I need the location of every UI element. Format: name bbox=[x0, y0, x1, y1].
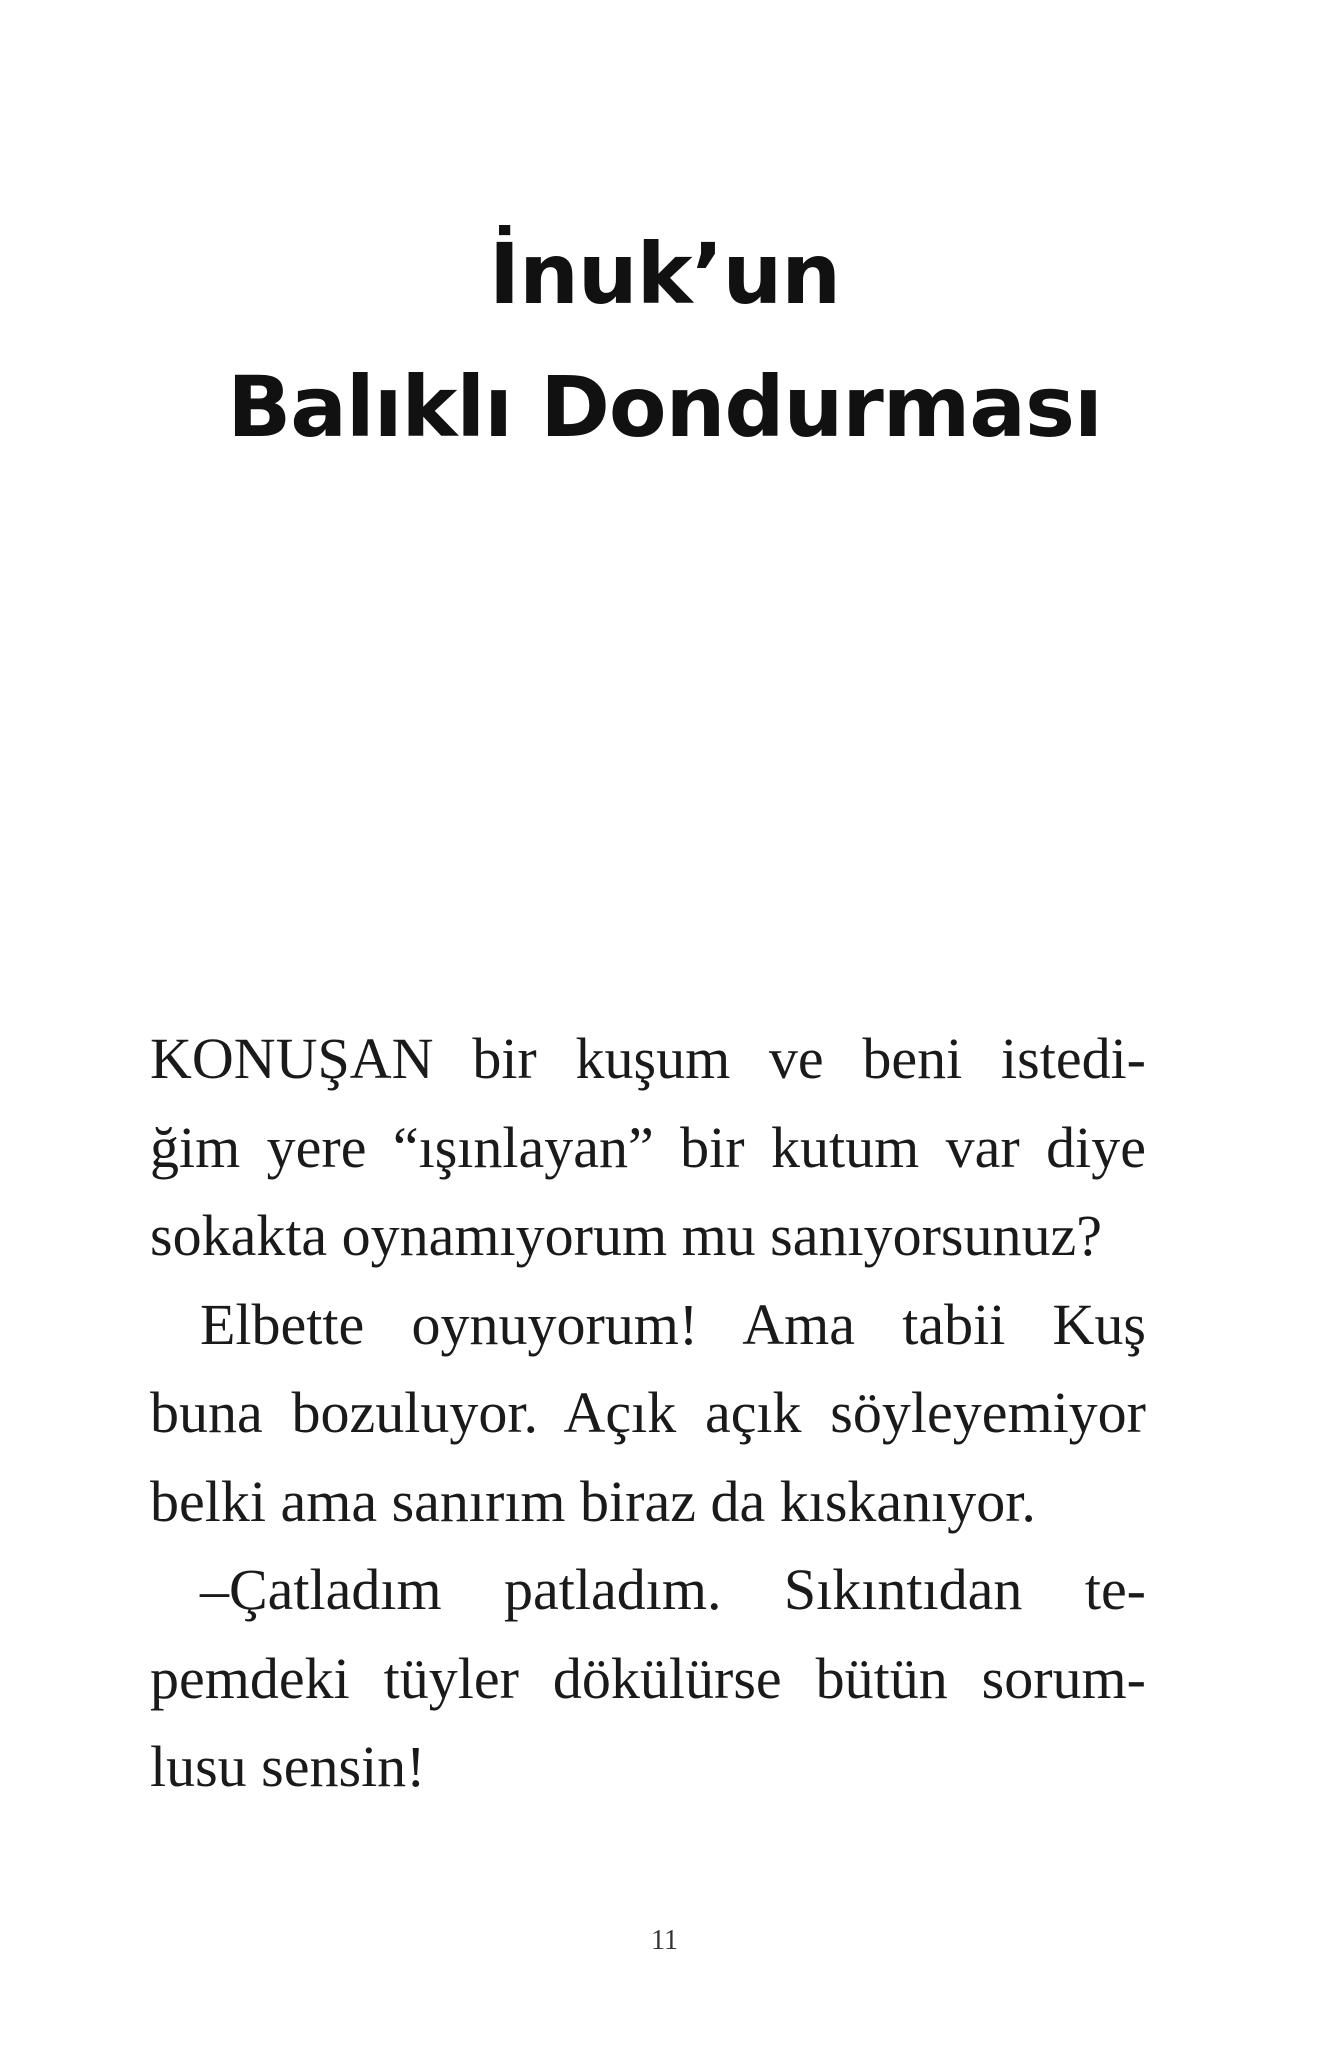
body-line-6: belki ama sanırım biraz da kıskanıyor. bbox=[150, 1468, 1036, 1534]
body-line-9: lusu sensin! bbox=[150, 1734, 426, 1799]
chapter-title-line-1: İnuk’un bbox=[488, 225, 841, 323]
body-line-7: –Çatladım patladım. Sıkıntıdan te- bbox=[200, 1557, 1146, 1622]
body-line-8: pemdeki tüyler dökülürse bütün sorum- bbox=[150, 1645, 1146, 1711]
body-line-1: KONUŞAN bir kuşum ve beni istedi- bbox=[150, 1026, 1146, 1091]
page-number: 11 bbox=[651, 1925, 678, 1956]
body-line-2: ğim yere “ışınlayan” bir kutum var diye bbox=[150, 1114, 1146, 1180]
body-line-4: Elbette oynuyorum! Ama tabii Kuş bbox=[200, 1291, 1146, 1357]
body-line-3: sokakta oynamıyorum mu sanıyorsunuz? bbox=[150, 1203, 1102, 1268]
chapter-title-line-2: Balıklı Dondurması bbox=[227, 358, 1102, 456]
body-line-5: buna bozuluyor. Açık açık söyleyemiyor bbox=[150, 1380, 1146, 1445]
chapter-body-text bbox=[150, 1015, 1146, 1812]
